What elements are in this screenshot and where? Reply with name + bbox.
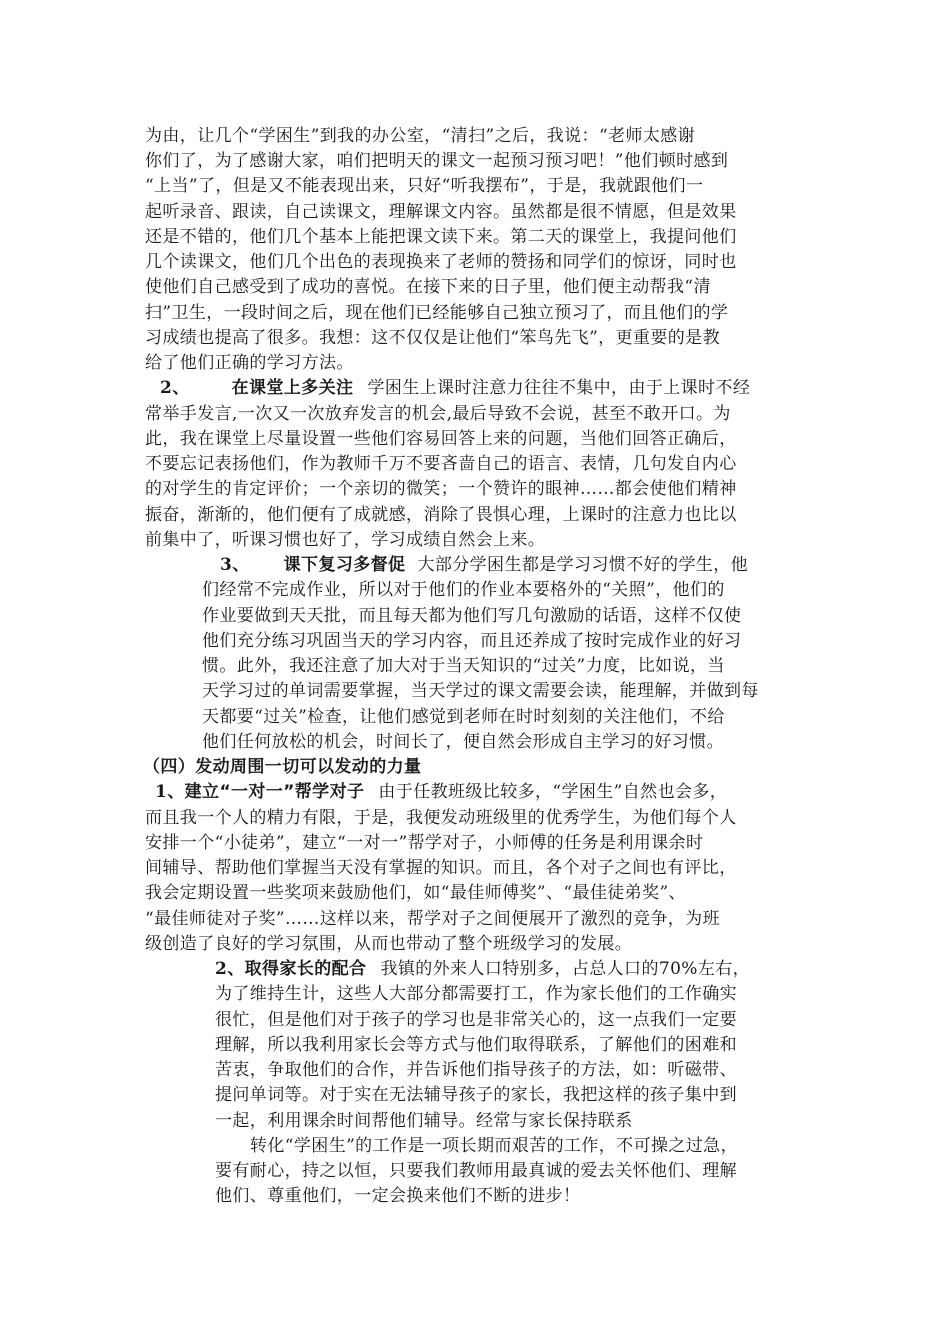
text-line: 起听录音、跟读，自己读课文，理解课文内容。虽然都是很不情愿，但是效果 bbox=[145, 202, 737, 222]
item-heading: 建立“一对一”帮学对子 bbox=[184, 782, 365, 802]
text-line: 振奋，渐渐的，他们便有了成就感，消除了畏惧心理，上课时的注意力也比以 bbox=[145, 505, 737, 525]
text-line: 他们、尊重他们，一定会换来他们不断的进步！ bbox=[215, 1186, 581, 1206]
text-line: 的对学生的肯定评价；一个亲切的微笑；一个赞许的眼神……都会使他们精神 bbox=[145, 479, 737, 499]
text-line: 而且我一个人的精力有限，于是，我便发动班级里的优秀学生，为他们每个人 bbox=[145, 808, 737, 828]
item-first-line bbox=[220, 553, 748, 577]
text-line: 转化“学困生”的工作是一项长期而艰苦的工作，不可操之过急， bbox=[250, 1136, 738, 1156]
item-heading: 课下复习多督促 bbox=[283, 555, 406, 575]
item-text: 由于任教班级比较多，“学困生”自然也会多， bbox=[378, 782, 728, 802]
text-line: 习成绩也提高了很多。我想：这不仅仅是让他们“笨鸟先飞”，更重要的是教 bbox=[145, 328, 720, 348]
item-number: 2、 bbox=[160, 378, 190, 398]
text-line: 要有耐心，持之以恒，只要我们教师用最真诚的爱去关怀他们、理解 bbox=[215, 1161, 737, 1181]
item-text: 学困生上课时注意力往往不集中，由于上课时不经 bbox=[367, 378, 751, 398]
text-line: 还是不错的，他们几个基本上能把课文读下来。第二天的课堂上，我提问他们 bbox=[145, 227, 737, 247]
text-line: 使他们自己感受到了成功的喜悦。在接下来的日子里，他们便主动帮我“清 bbox=[145, 277, 711, 297]
item-text: 我镇的外来人口特别多，占总人口的70%左右， bbox=[380, 959, 751, 979]
text-line: 们经常不完成作业，所以对于他们的作业本要格外的“关照”，他们的 bbox=[202, 580, 725, 600]
text-line: 级创造了良好的学习氛围，从而也带动了整个班级学习的发展。 bbox=[145, 934, 633, 954]
item-number: 1、 bbox=[155, 782, 185, 802]
text-line: 扫”卫生，一段时间之后，现在他们已经能够自己独立预习了，而且他们的学 bbox=[145, 303, 729, 323]
item-number: 3、 bbox=[220, 555, 250, 575]
item-text: 大部分学困生都是学习习惯不好的学生，他 bbox=[417, 555, 749, 575]
text-line: 他们任何放松的机会，时间长了，便自然会形成自主学习的好习惯。 bbox=[202, 732, 724, 752]
text-line: 安排一个“小徒弟”，建立“一对一”帮学对子，小师傅的任务是利用课余时 bbox=[145, 833, 704, 853]
text-line: 我会定期设置一些奖项来鼓励他们，如“最佳师傅奖”、“最佳徒弟奖”、 bbox=[145, 883, 686, 903]
text-line: 不要忘记表扬他们，作为教师千万不要吝啬自己的语言、表情，几句发自内心 bbox=[145, 454, 737, 474]
text-line: 他们充分练习巩固当天的学习内容，而且还养成了按时完成作业的好习 bbox=[202, 631, 742, 651]
text-line: 间辅导、帮助他们掌握当天没有掌握的知识。而且，各个对子之间也有评比， bbox=[145, 858, 737, 878]
text-line: 一起，利用课余时间帮他们辅导。经常与家长保持联系 bbox=[215, 1111, 633, 1131]
text-line: “最佳师徒对子奖”……这样以来，帮学对子之间便展开了激烈的竞争，为班 bbox=[145, 909, 720, 929]
text-line: 给了他们正确的学习方法。 bbox=[145, 353, 354, 373]
text-line: 提问单词等。对于实在无法辅导孩子的家长，我把这样的孩子集中到 bbox=[215, 1085, 737, 1105]
text-line: 此，我在课堂上尽量设置一些他们容易回答上来的问题，当他们回答正确后， bbox=[145, 429, 737, 449]
text-line: 作业要做到天天批，而且每天都为他们写几句激励的话语，这样不仅使 bbox=[202, 606, 742, 626]
item-first-line bbox=[155, 780, 727, 804]
text-line: 几个读课文，他们几个出色的表现换来了老师的赞扬和同学们的惊讶，同时也 bbox=[145, 252, 737, 272]
item-first-line bbox=[160, 376, 750, 400]
text-line: 前集中了，听课习惯也好了，学习成绩自然会上来。 bbox=[145, 530, 546, 550]
item-number: 2、 bbox=[215, 959, 245, 979]
text-line: “上当”了，但是又不能表现出来，只好“听我摆布”，于是，我就跟他们一 bbox=[145, 176, 704, 196]
text-line: 理解，所以我利用家长会等方式与他们取得联系，了解他们的困难和 bbox=[215, 1035, 737, 1055]
item-heading: 取得家长的配合 bbox=[244, 959, 367, 979]
text-line: 苦衷，争取他们的合作，并告诉他们指导孩子的方法，如：听磁带、 bbox=[215, 1060, 737, 1080]
text-line: 常举手发言,一次又一次放弃发言的机会,最后导致不会说，甚至不敢开口。为 bbox=[145, 404, 731, 424]
text-line: 你们了，为了感谢大家，咱们把明天的课文一起预习预习吧！”他们顿时感到 bbox=[145, 151, 729, 171]
text-line: 天学习过的单词需要掌握，当天学过的课文需要会读，能理解，并做到每 bbox=[202, 681, 759, 701]
section-heading: （四）发动周围一切可以发动的力量 bbox=[143, 757, 422, 777]
text-line: 为了维持生计，这些人大部分都需要打工，作为家长他们的工作确实 bbox=[215, 984, 737, 1004]
text-line: 天都要“过关”检查，让他们感觉到老师在时时刻刻的关注他们，不给 bbox=[202, 707, 725, 727]
text-line: 为由，让几个“学困生”到我的办公室，“清扫”之后，我说：“老师太感谢 bbox=[145, 126, 696, 146]
text-line: 惯。此外，我还注意了加大对于当天知识的“过关”力度，比如说，当 bbox=[202, 656, 725, 676]
item-first-line bbox=[215, 957, 750, 981]
item-heading: 在课堂上多关注 bbox=[231, 378, 354, 398]
text-line: 很忙，但是他们对于孩子的学习也是非常关心的，这一点我们一定要 bbox=[215, 1010, 737, 1030]
